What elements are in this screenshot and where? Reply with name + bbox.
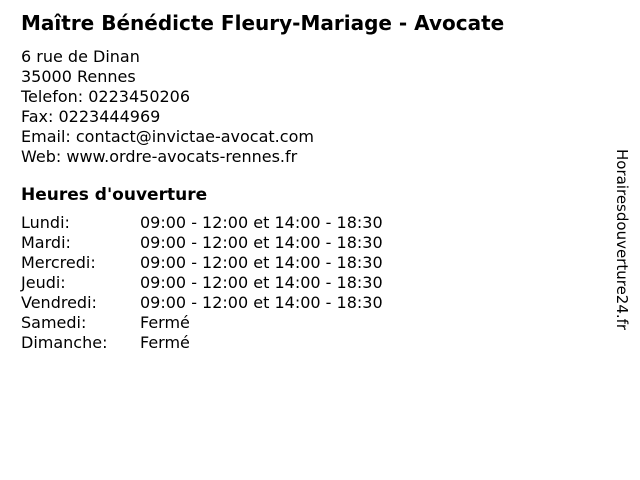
- day-label: Lundi:: [21, 213, 70, 232]
- web-label: Web:: [21, 147, 62, 166]
- fax-label: Fax:: [21, 107, 54, 126]
- day-label: Jeudi:: [21, 273, 66, 292]
- email-address: contact@invictae-avocat.com: [75, 127, 314, 146]
- email-label: Email:: [21, 127, 71, 146]
- day-hours: Fermé: [140, 313, 190, 332]
- hours-table: [21, 213, 383, 353]
- hours-row: [21, 333, 383, 353]
- hours-row: [21, 233, 383, 253]
- day-hours: 09:00 - 12:00 et 14:00 - 18:30: [140, 273, 383, 292]
- day-label: Mardi:: [21, 233, 71, 252]
- hours-row: [21, 213, 383, 233]
- fax-line: [21, 107, 600, 127]
- day-hours: 09:00 - 12:00 et 14:00 - 18:30: [140, 213, 383, 232]
- hours-heading: Heures d'ouverture: [21, 185, 208, 205]
- hours-row: [21, 293, 383, 313]
- phone-number: 0223450206: [88, 87, 191, 106]
- day-hours: 09:00 - 12:00 et 14:00 - 18:30: [140, 253, 383, 272]
- hours-row: [21, 273, 383, 293]
- day-label: Vendredi:: [21, 293, 97, 312]
- email-line: [21, 127, 600, 147]
- page-title: Maître Bénédicte Fleury-Mariage - Avocate: [21, 11, 505, 35]
- day-label: Samedi:: [21, 313, 87, 332]
- fax-number: 0223444969: [58, 107, 161, 126]
- address-line-1: 6 rue de Dinan: [21, 47, 140, 66]
- web-line: [21, 147, 600, 167]
- contact-info: [21, 47, 600, 167]
- day-hours: 09:00 - 12:00 et 14:00 - 18:30: [140, 233, 383, 252]
- day-label: Mercredi:: [21, 253, 96, 272]
- hours-row: [21, 313, 383, 333]
- day-hours: Fermé: [140, 333, 190, 352]
- phone-line: [21, 87, 600, 107]
- watermark-vertical: Horairesdouverture24.fr: [613, 149, 631, 331]
- phone-label: Telefon:: [21, 87, 84, 106]
- address-line-2: 35000 Rennes: [21, 67, 136, 86]
- day-label: Dimanche:: [21, 333, 108, 352]
- web-address: www.ordre-avocats-rennes.fr: [66, 147, 298, 166]
- hours-row: [21, 253, 383, 273]
- day-hours: 09:00 - 12:00 et 14:00 - 18:30: [140, 293, 383, 312]
